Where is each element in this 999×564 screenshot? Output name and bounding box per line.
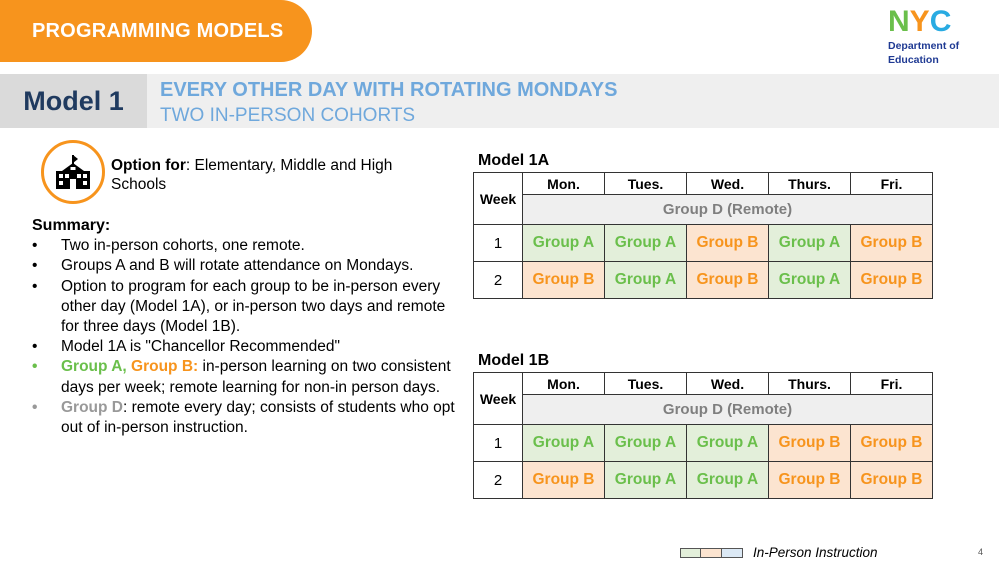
day-header: Thurs. (769, 373, 851, 395)
legend-swatch-green (680, 548, 701, 558)
summary-item (32, 277, 462, 338)
summary-item (32, 337, 462, 357)
schedule-cell: Group A (605, 262, 687, 299)
schedule-cell: Group A (687, 425, 769, 462)
schedule-cell: Group A (605, 425, 687, 462)
day-header: Thurs. (769, 173, 851, 195)
summary-item (32, 357, 462, 397)
day-header: Fri. (851, 373, 933, 395)
table-title-model-1b: Model 1B (478, 352, 550, 369)
nyc-doe-logo (888, 6, 984, 66)
schedule-cell: Group B (851, 425, 933, 462)
bullet: • (32, 338, 38, 356)
schedule-cell: Group B (523, 262, 605, 299)
schedule-cell: Group A (523, 225, 605, 262)
section-banner (0, 0, 312, 62)
nyc-logo-letters (888, 6, 984, 38)
summary-list (32, 236, 462, 438)
model-subtitle: TWO IN-PERSON COHORTS (160, 105, 416, 126)
summary-heading: Summary: (32, 217, 111, 234)
summary-item (32, 398, 462, 438)
bullet: • (32, 398, 38, 416)
day-header: Tues. (605, 173, 687, 195)
schedule-cell: Group A (769, 262, 851, 299)
table-row (474, 262, 933, 299)
summary-section (32, 216, 462, 438)
legend-swatch-orange (701, 548, 722, 558)
week-number: 2 (474, 462, 523, 499)
bullet: • (32, 257, 38, 275)
day-header: Fri. (851, 173, 933, 195)
model-label: Model 1 (0, 74, 147, 128)
schedule-cell: Group B (687, 262, 769, 299)
week-number: 1 (474, 225, 523, 262)
logo-letter-y: Y (909, 5, 930, 38)
model-header-bar (0, 74, 999, 128)
school-building-icon-graphic (53, 154, 93, 190)
bullet: • (32, 358, 38, 376)
legend-text: In-Person Instruction (753, 545, 878, 560)
schedule-cell: Group B (851, 262, 933, 299)
table-row (474, 462, 933, 499)
table-header-row (474, 173, 933, 195)
table-title-model-1a: Model 1A (478, 152, 550, 169)
schedule-table-model-1a (473, 172, 933, 299)
remote-row (474, 195, 933, 225)
legend-swatch-blue (722, 548, 743, 558)
schedule-table-model-1b (473, 372, 933, 499)
schedule-cell: Group A (769, 225, 851, 262)
schedule-cell: Group A (523, 425, 605, 462)
week-number: 2 (474, 262, 523, 299)
logo-letter-c: C (929, 5, 952, 38)
group-d-remote-cell: Group D (Remote) (523, 395, 933, 425)
option-for-text (111, 156, 451, 194)
day-header: Mon. (523, 173, 605, 195)
page-number: 4 (978, 547, 984, 557)
table-row (474, 225, 933, 262)
schedule-cell: Group A (605, 225, 687, 262)
week-header: Week (474, 373, 523, 425)
schedule-cell: Group A (605, 462, 687, 499)
summary-item-text: in-person learning on two consistent days per week; remote learning for non-in person days. (61, 358, 451, 396)
schedule-cell: Group B (769, 425, 851, 462)
summary-item-text: Two in-person cohorts, one remote. (61, 237, 305, 255)
table-header-row (474, 373, 933, 395)
bullet: • (32, 237, 38, 255)
logo-letter-n: N (888, 5, 910, 38)
schedule-cell: Group B (687, 225, 769, 262)
schedule-cell: Group B (769, 462, 851, 499)
group-b-label: Group B: (131, 358, 199, 376)
schedule-cell: Group B (851, 225, 933, 262)
option-for-value: : Elementary, Middle and High Schools (111, 157, 393, 193)
summary-item-text: Groups A and B will rotate attendance on Mondays. (61, 257, 414, 275)
day-header: Mon. (523, 373, 605, 395)
group-d-remote-cell: Group D (Remote) (523, 195, 933, 225)
day-header: Wed. (687, 373, 769, 395)
week-number: 1 (474, 425, 523, 462)
summary-item-text: Model 1A is "Chancellor Recommended" (61, 338, 340, 356)
summary-item (32, 256, 462, 276)
section-banner-title: PROGRAMMING MODELS (32, 19, 284, 42)
remote-row (474, 395, 933, 425)
table-row (474, 425, 933, 462)
bullet: • (32, 277, 38, 295)
summary-item-text: : remote every day; consists of students who opt out of in-person instruction. (61, 398, 455, 437)
logo-line-2: Education (888, 54, 939, 66)
group-a-label: Group A, (61, 358, 132, 376)
legend (680, 545, 878, 560)
school-building-icon (41, 140, 105, 204)
option-for-label: Option for (111, 157, 186, 174)
week-header: Week (474, 173, 523, 225)
summary-item-text: Option to program for each group to be in-person every other day (Model 1A), or in-person two days and remote for three days (Model 1B). (61, 277, 446, 336)
summary-item (32, 236, 462, 256)
group-d-label: Group D (61, 398, 123, 416)
logo-line-1: Department of (888, 40, 960, 52)
schedule-cell: Group A (687, 462, 769, 499)
schedule-cell: Group B (851, 462, 933, 499)
schedule-cell: Group B (523, 462, 605, 499)
day-header: Tues. (605, 373, 687, 395)
model-title: EVERY OTHER DAY WITH ROTATING MONDAYS (160, 79, 618, 101)
day-header: Wed. (687, 173, 769, 195)
